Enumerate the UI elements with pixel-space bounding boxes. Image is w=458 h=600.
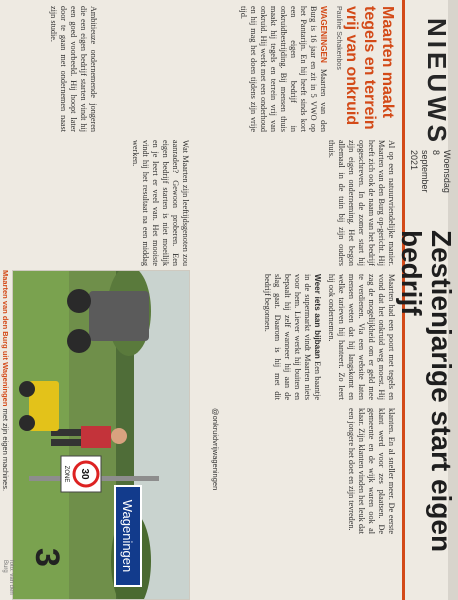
article-lower-left-column xyxy=(0,6,98,132)
article-column-3 xyxy=(196,274,396,400)
zone-text: ZONE xyxy=(63,465,69,483)
page-number: 3 xyxy=(28,548,66,567)
town-sign-text: Wageningen xyxy=(120,499,135,573)
photo-caption xyxy=(1,270,10,600)
lower-left-text: Ambitieuze ondernemende jongeren die een eigen bedrijf starten vindt hij een goed voorbeeld. Hij hoopt later door te gaan met ondernemen naast zijn studie. xyxy=(49,6,98,132)
article-lower-column xyxy=(0,140,190,266)
caption-text: met zijn eigen machines. xyxy=(1,406,10,492)
date-day: Woensdag xyxy=(442,150,452,193)
caption-bold: Maarten van den Burg uit Wageningen xyxy=(1,270,10,407)
column-2-text: Al op een natuurvriendelijke manier. Maarten van den Burg op-gericht. Hij heeft zich ook de naam van het bedrijf opgeschreven. In de zomer start hij zijn eigen onderneming. Het begon allemaal in de tuin bij zijn ouders thuis. xyxy=(327,140,396,266)
intertitle: Weer iets aan bijbaan xyxy=(313,274,322,359)
lower-column-text: Wat Maarten zijn leeftijdsgenoten zou aanraden? Gewoon proberen. Een eigen bedrijf starten is niet moeilijk en je leert er veel van. Het mooiste vindt hij het resultaat na een middag werken. xyxy=(131,140,190,266)
intertitle-text: Een baantje in de supermarkt vindt Maarten niets voor hem. Liever werkt hij buiten en bepaalt hij zelf wanneer hij aan de slag gaat. Daarom is hij met dit bedrijf begonnen. xyxy=(263,274,322,400)
article-subheadline: Maarten maakt tegels en terrein vrij van onkruid xyxy=(343,6,396,130)
column-1-text: Maarten van den Burg is 16 jaar en zit in 5 VWO op het Pantarijn. En hij heeft sinds kort een eigen bedrijf in onkruidbestrijding. Bij mensen thuis maakt hij tegels en terrein vrij van onkruid. Hij werkt met een onderhoud en hij mag het doen tijdens zijn vrije tijd. xyxy=(239,6,328,132)
date-year: 2021 xyxy=(409,150,419,171)
date-month: september xyxy=(420,150,430,193)
social-handle: @onkruidvrijwageningen xyxy=(211,408,220,491)
issue-date xyxy=(408,150,452,220)
article-column-2 xyxy=(196,140,396,266)
column-3-text: Maarten had een poort met tegels en vond dat het onkruid weg moest. Hij zag de mogelijkheid om er geld mee te verdienen. Via een website laten mensen weten dat hij langskomt en welke tarieven hij hanteert. Zo leert hij ook ondernemen. xyxy=(327,274,396,400)
photo-credit: foto: van den Burg xyxy=(2,560,14,595)
article-column-4 xyxy=(196,408,396,534)
column-4-text: klanten. En al sneller meer. De eerste klant werd voor zes plaatsen. De gemeente en de wijk waren ook al klaar. Zijn klanten vinden het leuk dat een jongere het doet en zijn tevreden. xyxy=(347,408,396,534)
dateline-kicker: WAGENINGEN xyxy=(319,6,328,63)
page-header xyxy=(396,0,458,600)
section-label: NIEUWS xyxy=(422,18,452,146)
article-headline: Zestienjarige start eigen bedrijf xyxy=(396,230,457,553)
date-number: 8 xyxy=(431,150,441,156)
speed-limit-text: 30 xyxy=(79,468,90,480)
author-credit: Pauline Schakenbos xyxy=(335,6,342,70)
